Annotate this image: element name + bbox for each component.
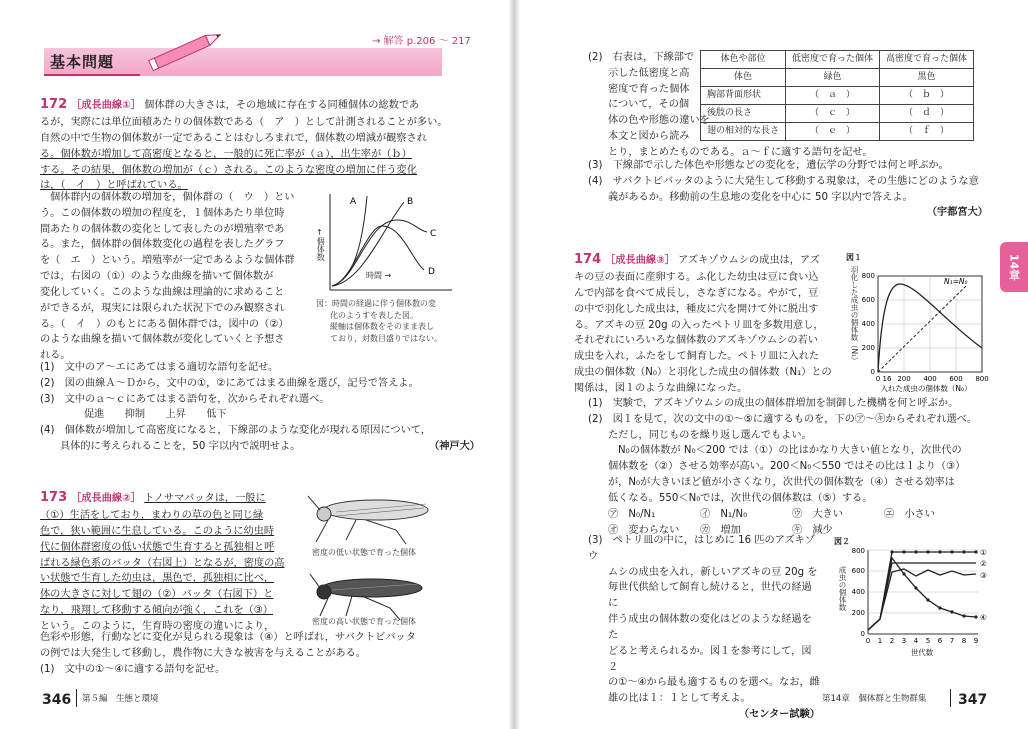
q172-subquestions — [40, 360, 480, 455]
q172-sub4: (4) 個体数が増加して高密度になると，下線部のような変化が現れる原因について， — [40, 425, 431, 437]
fig2-ytick: 600 — [851, 567, 865, 575]
right-footer-rule — [950, 689, 951, 707]
caption-line: 図：時間の経過に伴う個体数の変 — [316, 299, 436, 308]
table-header: 低密度で育った個体 — [786, 51, 880, 69]
q173-line: い状態で生育した幼虫は，黒色で，孤独相に比べ， — [40, 573, 275, 585]
table-cell: （ ｄ ） — [880, 105, 974, 123]
growth-ylabel-text: 個体数 — [316, 237, 326, 262]
fig2-xtick: 1 — [877, 637, 883, 645]
q174-line: アズキゾウムシの成虫は，アズ — [678, 255, 820, 266]
fig2-xtick: 3 — [901, 637, 907, 645]
q172-line: ができるが，現実には限られた状況下でのみ観察され — [40, 302, 285, 314]
growth-xlabel-text: 時間 — [366, 271, 382, 280]
q174-line: 成虫の個体数（N₀）と羽化した成虫の個体数（N₁）との — [574, 367, 832, 379]
fig2-ytick: 200 — [851, 609, 865, 617]
grasshopper-low-density-image — [306, 490, 436, 546]
q172-line: を（ エ ）という。増殖率が一定であるような個体群 — [40, 255, 295, 267]
fig1-xtick: 200 — [897, 375, 911, 383]
q172-underlined-line: る。個体数が増加して高密度となると，一般的に死亡率が（ａ），出生率が（ｂ） — [40, 148, 412, 160]
q173-sub2-line: について，その個 — [608, 99, 690, 111]
q172-line: では，右図の（①）のような曲線を描いて個体数が — [40, 271, 274, 283]
caption-line: 化のようすを表した図。 — [330, 310, 418, 320]
q173-cont — [40, 630, 480, 677]
q174-sub2-line: 低くなる。550＜N₀では，次世代の個体数は（⑤）する。 — [608, 492, 873, 504]
growth-caption — [316, 298, 476, 344]
fig2-curve-1 — [868, 552, 976, 630]
q174-option: ㋓ 小さい — [884, 508, 935, 520]
growth-curve-figure — [312, 190, 462, 300]
q174-option: ㋖ 減少 — [792, 524, 833, 536]
pencil-icon — [140, 28, 230, 74]
q172-line: う。この個体数の増加の程度を，１個体あたり単位時 — [40, 207, 285, 219]
q172-line: る。（ イ ）のもとにある個体群では，図中の（②） — [40, 318, 289, 330]
q174-line: んで内部を食べて成長し，さなぎになる。やがて，豆 — [574, 287, 819, 299]
q174-option: ㋕ 増加 — [700, 524, 741, 536]
right-page-number: 347 — [958, 692, 988, 708]
q174-option: ㋑ N₁/N₀ — [700, 508, 748, 520]
q174-source: （センター試験） — [738, 708, 820, 720]
table-cell: 翅の相対的な長さ — [701, 123, 786, 141]
curve-label-c: C — [430, 229, 437, 239]
fig2-ytick: 400 — [851, 588, 865, 596]
question-173 — [40, 488, 310, 635]
fig2-curve-label: ③ — [980, 571, 987, 580]
q174-sub3 — [588, 533, 820, 723]
q174-sub2: (2) 図１を見て，次の文中の①～⑤に適するものを，下の㋐～㋖からそれぞれ選べ。 — [588, 413, 978, 425]
q172-line: 変化していく。このような曲線は理論的に求めること — [40, 286, 285, 298]
q172-line: 個体群の大きさは，その地域に存在する同種個体の総数であ — [144, 100, 420, 111]
fig2-curve-label: ④ — [980, 613, 987, 622]
q173-sub3: (3) 下線部で示した体色や形態などの変化を，遺伝学の分野では何と呼ぶか。 — [588, 160, 949, 171]
q174-sub3-line: どると考えられるか。図１を参考にして，図２ — [608, 645, 812, 673]
fig1-annotation: N₁=N₀ — [944, 277, 968, 286]
table-cell: （ ｅ ） — [786, 123, 880, 141]
q172-para1 — [40, 95, 470, 194]
q173-sub4: (4) サバクトビバッタのように大発生して移動する現象は，その生態にどのような意 — [588, 175, 979, 187]
fig2-ylabel: 成虫の個体数 — [838, 566, 847, 611]
growth-ylabel: ↑ 個体数 — [316, 228, 326, 262]
question-172 — [40, 95, 470, 194]
table-cell: （ ｃ ） — [786, 105, 880, 123]
q174-line: る。アズキの豆 20g の入ったペトリ皿を多数用意し， — [574, 319, 824, 331]
question-174 — [574, 250, 844, 397]
q173-number: 173 — [40, 490, 68, 505]
q173-line: （①）生活をしており，まわりの草の色と同じ緑 — [40, 510, 264, 522]
q172-sub3: (3) 文中のａ～ｃにあてはまる語句を，次からそれぞれ選べ。 — [40, 393, 330, 405]
q174-sub3-line: 毎世代供給して飼育し続けると，世代の経過に — [608, 582, 812, 610]
q173-sub2-line: (2) 右表は，下線部で — [588, 52, 695, 63]
q172-sub4-cont: 具体的に考えられることを，50 字以内で説明せよ。 — [60, 441, 301, 453]
q174-option: ㋒ 大きい — [792, 508, 843, 520]
q172-choices: 促進 抑制 上昇 低下 — [84, 409, 227, 421]
fig1-xtick: 600 — [949, 375, 963, 383]
table-row — [701, 69, 974, 87]
q174-options-row1 — [588, 507, 988, 523]
q173-line: という。このように，生育時の密度の違いにより， — [40, 620, 275, 632]
fig1-chart — [856, 262, 990, 392]
caption-line: 縦軸は個体数をそのまま表し — [330, 322, 434, 332]
curve-label-a: A — [350, 197, 357, 207]
grasshopper-low-caption: 密度の低い状態で育った個体 — [312, 548, 416, 557]
fig2-xtick: 4 — [913, 637, 919, 645]
table-cell: 黒色 — [880, 69, 974, 87]
q173-line: 色彩や形態，行動などに変化が見られる現象は（④）と呼ばれ，サバクトビバッタ — [40, 632, 416, 643]
q172-line: 自然の中で生物の個体数が一定であることはむしろまれで，個体数の増減が観察され — [40, 132, 427, 144]
q173-sub1: (1) 文中の①～④に適する語句を記せ。 — [40, 663, 226, 675]
q174-sub3-line: (3) ペトリ皿の中に，はじめに 16 匹のアズキゾウ — [588, 535, 816, 562]
table-cell: （ ａ ） — [786, 87, 880, 105]
fig2-chart — [846, 544, 996, 660]
q174-sub3-line: の①～④から最も適するものを選べ。なお，雌 — [608, 677, 820, 689]
fig2-xtick: 6 — [937, 637, 943, 645]
q172-line: 個体群内の個体数の増加を，個体群の（ ウ ）とい — [50, 192, 295, 203]
left-footer-rule — [76, 689, 77, 707]
q173-line: トノサマバッタは，一般に — [144, 493, 266, 504]
fig1-xtick: 800 — [975, 375, 989, 383]
caption-line: ており，対数目盛りではない。 — [330, 333, 442, 343]
q173-sub2-line: とり，まとめたものである。ａ～ｆに適する語句を記せ。 — [608, 146, 873, 158]
q172-underlined-line: は，（ イ ）と呼ばれている。 — [40, 180, 188, 192]
table-header: 体色や部位 — [701, 51, 786, 69]
q173-source: （宇都宮大） — [926, 207, 988, 219]
q174-sub2-text — [588, 443, 988, 506]
chapter-tab[interactable]: 14章 — [1000, 242, 1028, 292]
section-title: 基本問題 — [50, 53, 115, 71]
q174-sub2-line: が，N₀が大きいほど値が小さくなり，次世代の個体数を（④）させる効率は — [608, 477, 955, 489]
fig1-ytick: 0 — [870, 368, 875, 376]
trait-table — [700, 50, 974, 141]
q174-line: キの豆の表面に産卵する。ふ化した幼虫は豆に食い込 — [574, 272, 819, 284]
fig2-xtick: 7 — [949, 637, 955, 645]
q174-line: の中で羽化した成虫は，種皮に穴を開けて外に脱出す — [574, 303, 819, 315]
table-cell: （ ｂ ） — [880, 87, 974, 105]
table-cell: 胸部背面形状 — [701, 87, 786, 105]
q172-line: る。また，個体群の個体数変化の過程を表したグラフ — [40, 239, 285, 251]
q174-sub2-line: N₀の個体数が N₀＜200 では（①）の比はかなり大きい値となり，次世代の — [618, 445, 962, 457]
q172-number: 172 — [40, 97, 68, 112]
table-cell: （ ｆ ） — [880, 123, 974, 141]
table-header: 高密度で育った個体 — [880, 51, 974, 69]
table-cell: 体色 — [701, 69, 786, 87]
table-cell: 後肢の長さ — [701, 105, 786, 123]
fig1-xtick: 16 — [882, 375, 892, 383]
fig1-ytick: 800 — [861, 272, 875, 280]
fig2-xtick: 0 — [865, 637, 871, 645]
fig2-curve-label: ① — [980, 548, 987, 557]
q172-sub2: (2) 図の曲線Ａ～Ｄから，文中の①，②にあてはまる曲線を選び，記号で答えよ。 — [40, 377, 419, 389]
q173-line: 体の大きさに対して翅の（②）バッタ（右図下）と — [40, 589, 274, 601]
grasshopper-high-caption: 密度の高い状態で育った個体 — [312, 617, 416, 626]
q174-topic: ［成長曲線③］ — [605, 255, 675, 266]
q173-topic: ［成長曲線②］ — [71, 493, 141, 504]
fig1-xtick: 400 — [923, 375, 937, 383]
fig1-xtick: 0 — [875, 375, 881, 383]
fig1-ylabel: 羽化した成虫の個体数（N₁） — [850, 266, 859, 365]
q174-option: ㋐ N₀/N₁ — [608, 508, 656, 520]
q174-line: それぞれにいろいろな個体数のアズキゾウムシの若い — [574, 335, 818, 347]
grasshopper-high-density-image — [306, 566, 436, 622]
q173-line: の例では大発生して移動し，農作物に大きな被害を与えることがある。 — [40, 647, 366, 659]
q174-option: ㋔ 変わらない — [608, 524, 680, 536]
fig1-ytick: 600 — [861, 296, 875, 304]
q174-subquestions — [588, 396, 988, 538]
fig2-ytick: 0 — [860, 630, 865, 638]
q173-sub2-line: 体の色や形態の違いを — [608, 115, 710, 127]
table-row — [701, 105, 974, 123]
fig2-label: 図２ — [834, 537, 850, 546]
q172-line: 間あたりの個体数の変化として表したのが増殖率であ — [40, 223, 285, 235]
fig2-xtick: 8 — [961, 637, 967, 645]
q173-line: 代に個体群密度の低い状態で生育すると孤独相と呼 — [40, 541, 275, 553]
fig2-xlabel: 世代数 — [910, 648, 934, 657]
curve-label-b: B — [407, 197, 414, 207]
q172-para2 — [40, 190, 308, 364]
q174-sub2-cont: ただし，同じものを繰り返し選んでもよい。 — [608, 429, 812, 441]
q173-sub2-line: 示した低密度と高 — [608, 67, 690, 79]
fig1-ytick: 400 — [861, 320, 875, 328]
fig1-xlabel: 入れた成虫の個体数（N₀） — [880, 384, 972, 392]
fig2-curve-label: ② — [980, 559, 987, 568]
fig1-label: 図１ — [846, 253, 862, 262]
q172-line: のような曲線を描いて個体数が変化していくと予想さ — [40, 334, 285, 346]
q172-source: （神戸大） — [429, 441, 480, 453]
q174-line: 成虫を入れ，ふたをして飼育した。ペトリ皿に入れた — [574, 351, 820, 363]
right-footer-text: 第14章 個体群と生物群集 — [822, 694, 927, 704]
growth-xlabel: 時間 → — [366, 271, 392, 280]
q172-topic: ［成長曲線①］ — [71, 100, 141, 111]
curve-label-d: D — [428, 267, 435, 277]
q172-line: れる。 — [40, 350, 71, 362]
left-page-number: 346 — [42, 692, 72, 708]
fig2-xtick: 2 — [889, 637, 895, 645]
q174-sub3-line: ムシの成虫を入れ，新しいアズキの豆 20g を — [608, 566, 818, 578]
q173-sub3-4 — [588, 158, 988, 221]
table-row — [701, 87, 974, 105]
q174-sub3-line: 伴う成虫の個体数の変化はどのような経過をた — [608, 614, 812, 641]
left-footer-text: 第５編 生態と環境 — [82, 694, 159, 704]
trait-table-header — [701, 51, 974, 69]
q174-sub2-line: 個体数を（②）させる効率が高い。200＜N₀＜550 ではその比は１より（③） — [608, 461, 966, 473]
fig2-xtick: 5 — [925, 637, 931, 645]
q172-underlined-line: する。その結果，個体数の増加が（ｃ）される。このような密度の増加に伴う変化 — [40, 164, 417, 176]
q173-sub2-line: 本文と図から読み — [608, 131, 690, 143]
q174-line: 関係は，図１のような曲線になった。 — [574, 382, 748, 394]
q173-line: ばれる緑色系のバッタ（右図上）となるが，密度の高 — [40, 557, 285, 569]
fig1-ytick: 200 — [861, 344, 875, 352]
q172-line: るが，実際には単位面積あたりの個体数である（ ア ）として計測されることが多い。 — [40, 117, 448, 129]
q174-sub3-line: 雄の比は１：１として考えよ。 — [608, 693, 751, 705]
fig2-ytick: 800 — [851, 547, 865, 555]
q174-number: 174 — [574, 252, 602, 267]
q173-sub4-cont: 義があるか。移動前の生息地の変化を中心に 50 字以内で答えよ。 — [608, 191, 913, 203]
q172-sub1: (1) 文中のア～エにあてはまる適切な語句を記せ。 — [40, 362, 279, 373]
q173-line: なり，飛翔して移動する傾向が強く，これを（③） — [40, 605, 274, 617]
q173-sub2-line: 密度で育った個体 — [608, 83, 690, 95]
fig2-xtick: 9 — [973, 637, 979, 645]
book-gutter — [508, 0, 520, 729]
q174-sub1: (1) 実験で，アズキゾウムシの成虫の個体群増加を制御した機構を何と呼ぶか。 — [588, 398, 959, 409]
table-cell: 緑色 — [786, 69, 880, 87]
q173-line: 色で，狭い範囲に生息している。このように幼虫時 — [40, 525, 275, 537]
table-row — [701, 123, 974, 141]
answer-reference[interactable]: → 解答 p.206 ～ 217 — [372, 36, 471, 47]
